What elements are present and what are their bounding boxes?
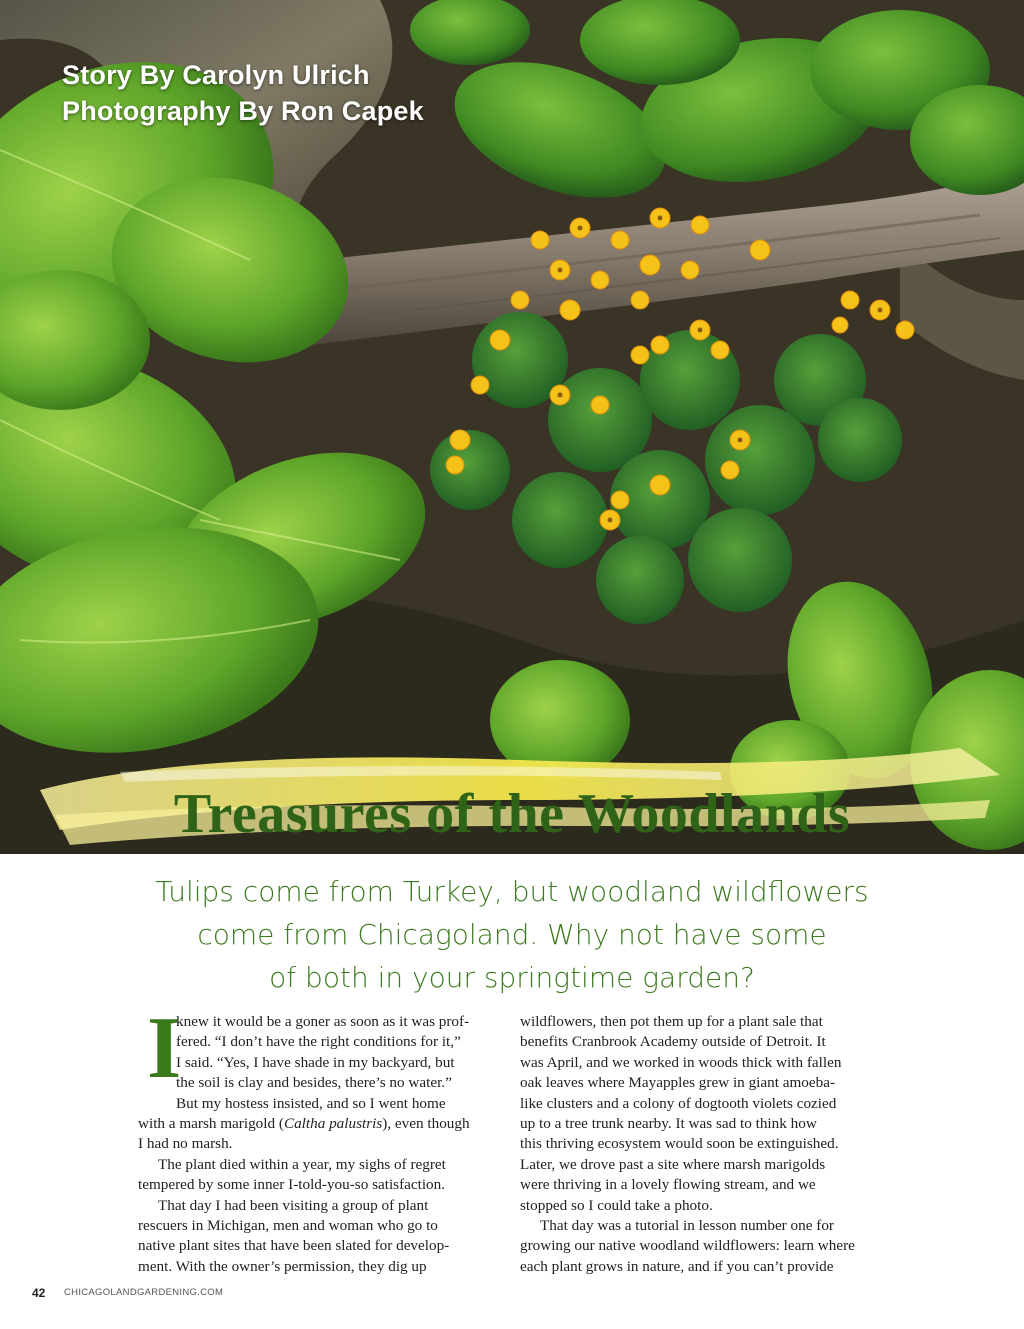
body-line: with a marsh marigold (Caltha palustris), even though [138,1115,470,1133]
body-line: up to a tree trunk nearby. It was sad to think how [520,1115,817,1133]
footer-site-name: CHICAGOLANDGARDENING.COM [64,1287,224,1298]
body-line: I said. “Yes, I have shade in my backyard, but [176,1053,455,1071]
photography-byline: Photography By Ron Capek [62,96,424,126]
body-line: knew it would be a goner as soon as it was prof- [176,1013,470,1030]
article-deck [112,870,912,999]
body-line: this thriving ecosystem would soon be extinguished. [520,1135,839,1153]
body-line: like clusters and a colony of dogtooth violets cozied [520,1094,837,1112]
body-line: I had no marsh. [138,1135,233,1153]
body-line: oak leaves where Mayapples grew in giant amoeba- [520,1074,836,1092]
body-line: wildflowers, then pot them up for a plant sale that [520,1013,823,1030]
body-column-right [520,1012,888,1277]
body-line: each plant grows in nature, and if you can’t provide [520,1257,834,1275]
botanical-name: Caltha palustris [283,1115,383,1133]
body-column-left [138,1000,506,1277]
body-line: ment. With the owner’s permission, they dig up [138,1257,427,1275]
body-line: were thriving in a lovely flowing stream, and we [520,1176,816,1194]
body-line: fered. “I don’t have the right conditions for it,” [176,1033,461,1051]
body-line: That day was a tutorial in lesson number one for [540,1217,834,1235]
page-number: 42 [32,1286,46,1300]
body-line: growing our native woodland wildflowers: learn where [520,1237,855,1255]
body-line: But my hostess insisted, and so I went home [176,1094,446,1112]
body-line: native plant sites that have been slated for develop- [138,1237,450,1255]
drop-cap: I [147,1000,182,1097]
deck-line: Tulips come from Turkey, but woodland wildflowers [155,875,869,908]
body-line: That day I had been visiting a group of plant [158,1196,429,1214]
body-line: benefits Cranbrook Academy outside of Detroit. It [520,1033,826,1051]
body-line: The plant died within a year, my sighs of regret [158,1155,446,1173]
body-line: tempered by some inner I-told-you-so satisfaction. [138,1176,446,1194]
body-line: was April, and we worked in woods thick with fallen [520,1053,842,1071]
body-line: stopped so I could take a photo. [520,1196,713,1214]
story-byline: Story By Carolyn Ulrich [62,60,370,90]
deck-line: of both in your springtime garden? [269,961,755,994]
deck-line: come from Chicagoland. Why not have some [197,918,827,951]
article-title: Treasures of the Woodlands [173,783,851,845]
body-line: the soil is clay and besides, there’s no water.” [176,1074,452,1092]
body-line: rescuers in Michigan, men and woman who go to [138,1217,438,1235]
body-line: Later, we drove past a site where marsh marigolds [520,1155,826,1173]
